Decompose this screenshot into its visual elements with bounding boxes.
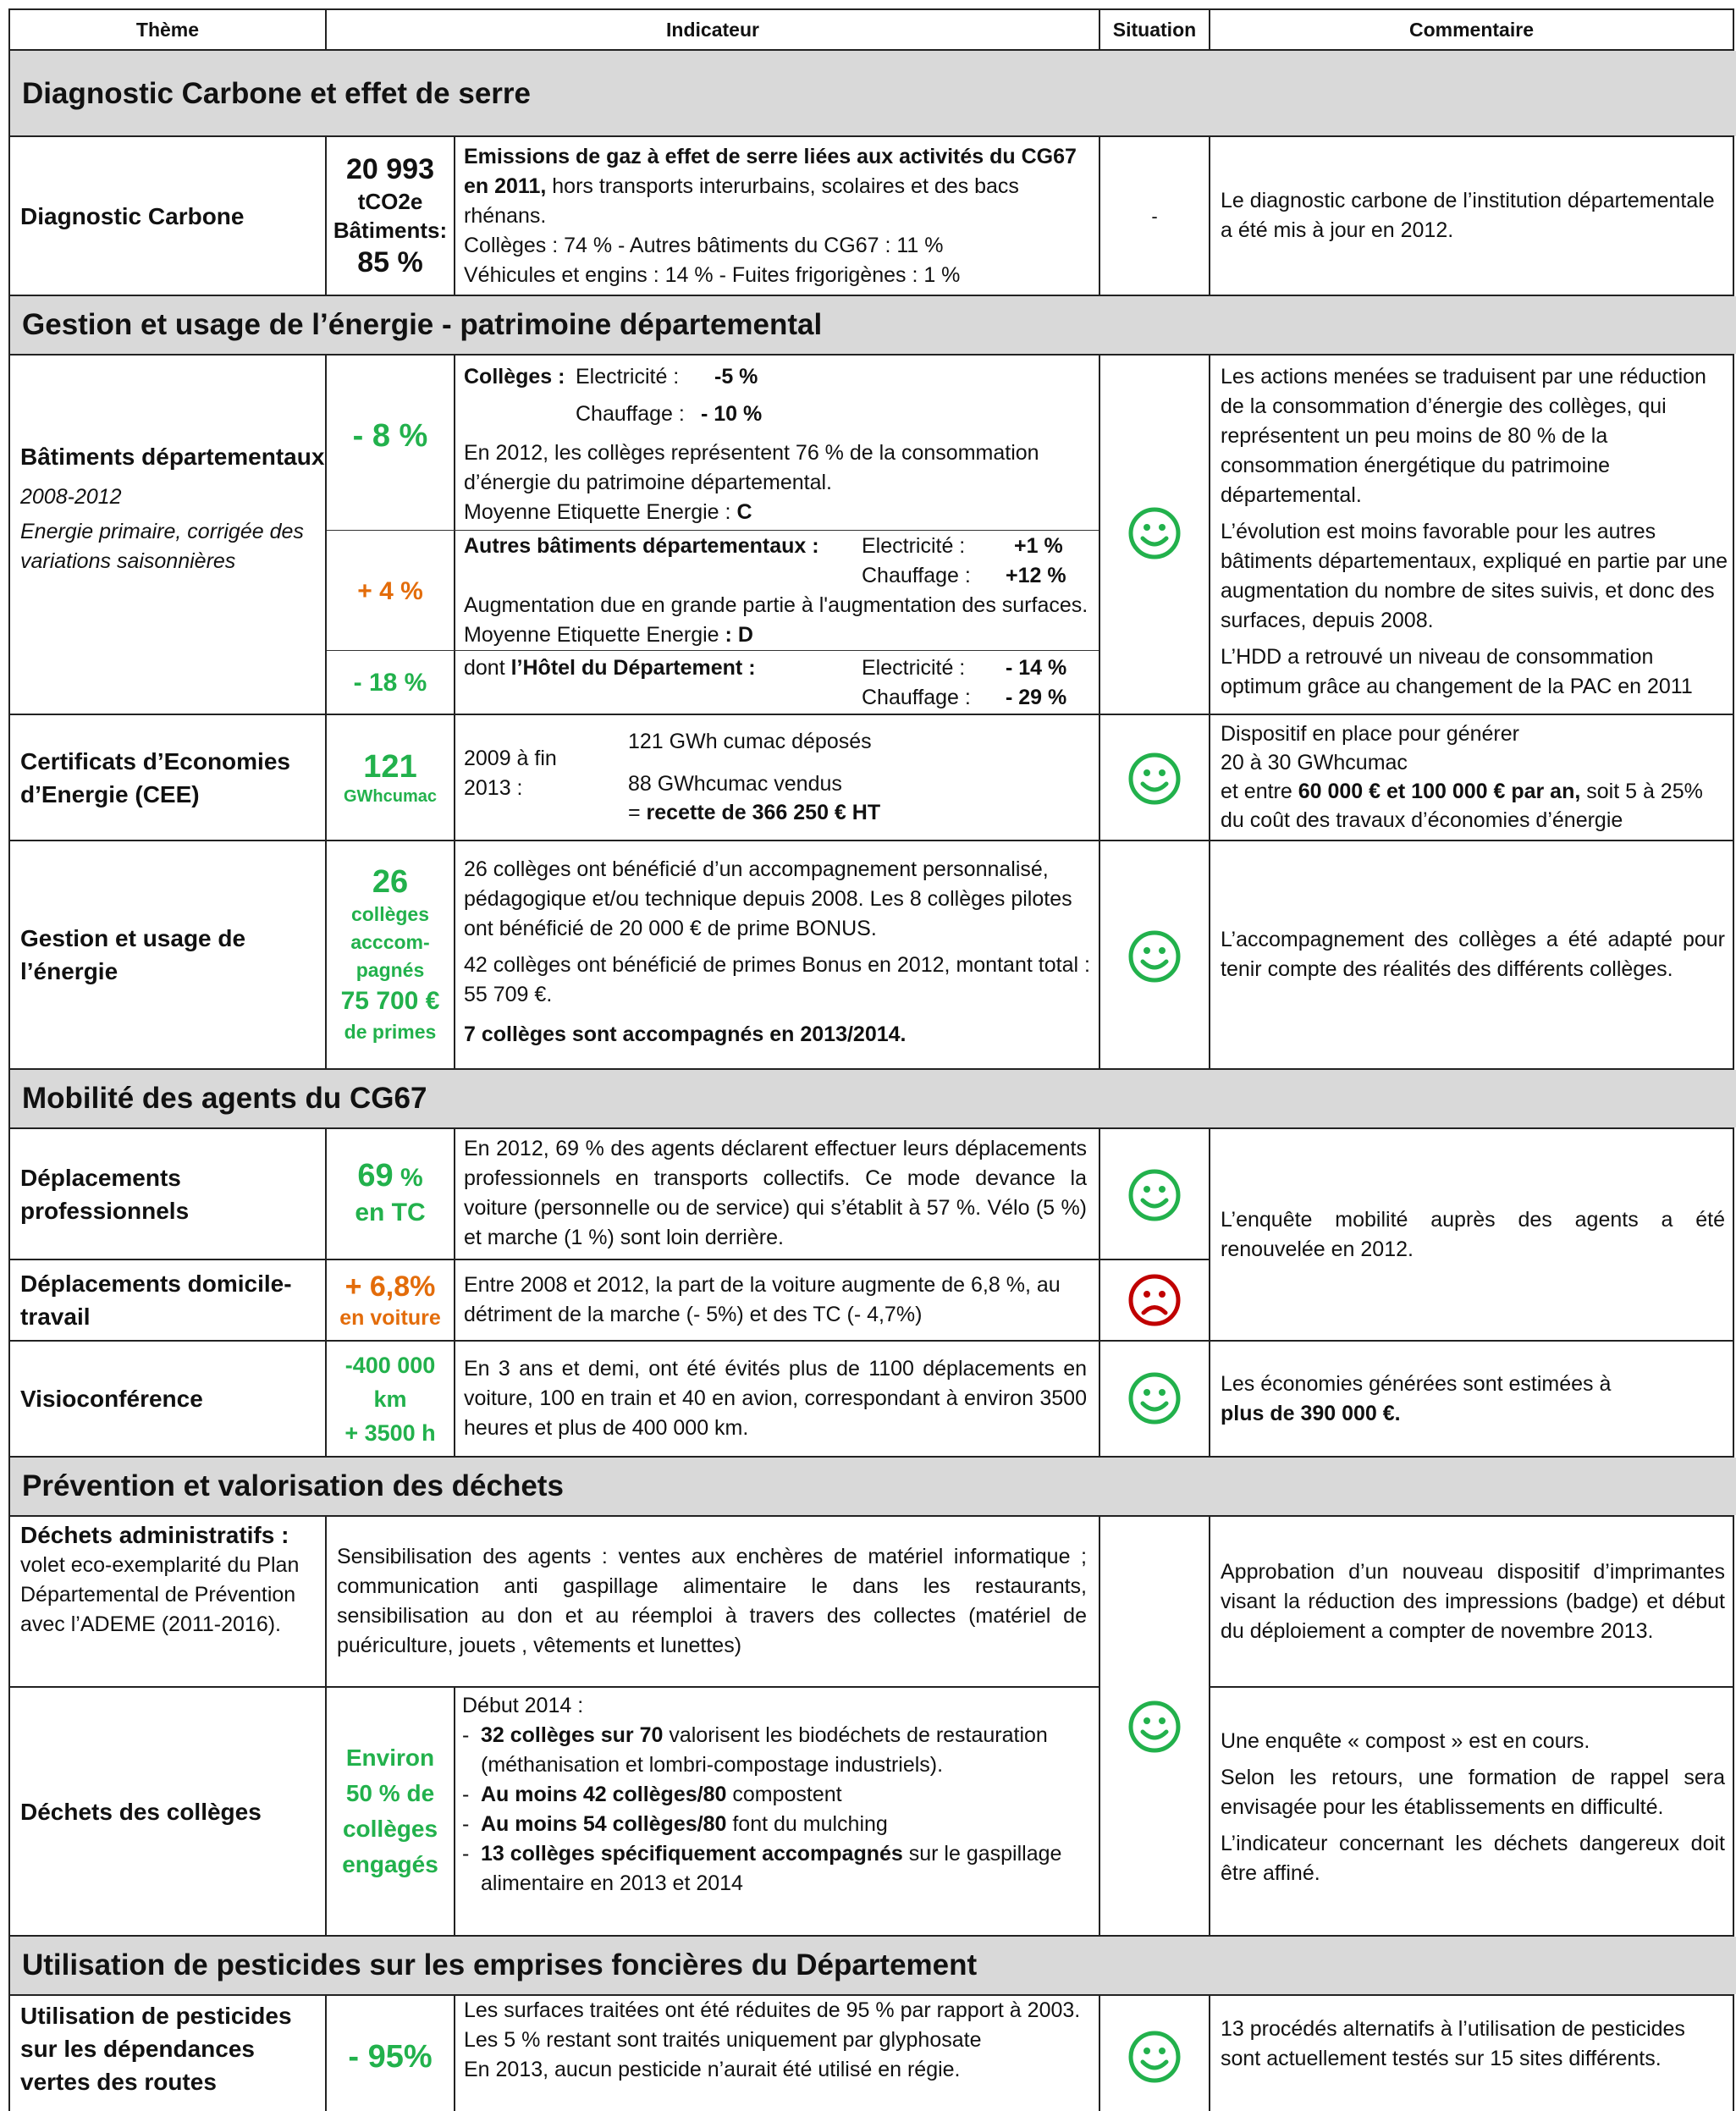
header-theme: Thème <box>135 19 200 41</box>
value-pesticides: - 95% <box>348 2039 433 2075</box>
indicator-colleges: Collèges : Electricité : -5 % Chauffage : - 10 % En 2012, les collèges représentent 76 % de la consommation d’énergie du patrimoine départemental. Moyenne Etiquette Energie : C <box>464 365 1039 524</box>
header-commentaire: Commentaire <box>1409 19 1534 41</box>
theme-pesticides: Utilisation de pesticides sur les dépendances vertes des routes <box>20 2003 292 2095</box>
grid-line <box>8 354 1734 356</box>
indicator-cee: 2009 à fin 2013 : 121 GWh cumac déposés 88 GWhcumac vendus = recette de 366 250 € HT <box>464 730 881 824</box>
indicator-visioconference: En 3 ans et demi, ont été évités plus de 1100 déplacements en voiture, 100 en train et 40 en avion, correspondant à environ 3500 heures et plus de 400 000 km. <box>464 1357 1087 1440</box>
value-cee: 121 GWhcumac <box>343 748 438 806</box>
section-header <box>10 1070 1736 1127</box>
comment-dechets-colleges: Une enquête « compost » est en cours. Selon les retours, une formation de rappel sera envisagée pour les établissements en difficulté. L’indicateur concernant les déchets dangereux doit être affiné. <box>1221 1729 1725 1885</box>
section-title: Mobilité des agents du CG67 <box>22 1082 427 1115</box>
indicator-deplacements-pro: En 2012, 69 % des agents déclarent effectuer leurs déplacements professionnels en transports collectifs. Ce mode devance la voiture (personnelle ou de service) qui s’établit à 57 %. Vélo (5 %) et marche (1 %) sont loin derrière. <box>464 1137 1087 1249</box>
grid-line <box>327 650 1099 651</box>
smiley-sad-icon <box>1100 1266 1209 1334</box>
theme-diagnostic-carbone: Diagnostic Carbone <box>20 202 245 229</box>
smiley-happy-icon <box>1100 504 1209 563</box>
indicator-carbone: Emissions de gaz à effet de serre liées aux activités du CG67 en 2011, hors transports interurbains, scolaires et des bacs rhénans. Collèges : 74 % - Autres bâtiments du CG67 : 11 % Véhicules et engins : 14 % - Fuites frigorigènes : 1 % <box>464 145 1077 287</box>
value-visioconference: -400 000 km + 3500 h <box>344 1352 436 1446</box>
indicator-dechets-administratifs: Sensibilisation des agents : ventes aux enchères de matériel informatique ; communication anti gaspillage alimentaire le dans les restaurants, sensibilisation au don et au réemploi à travers des collectes (matériel de puériculture, jouets , vêtements et lunettes) <box>337 1545 1087 1657</box>
grid-line <box>454 354 455 715</box>
comment-carbone: Le diagnostic carbone de l’institution départementale a été mis à jour en 2012. <box>1221 189 1715 242</box>
value-deplacements-pro: 69 % en TC <box>355 1157 426 1226</box>
theme-visioconference: Visioconférence <box>20 1386 203 1412</box>
grid-line <box>1209 1686 1734 1688</box>
grid-line <box>1209 1127 1210 1458</box>
header-situation: Situation <box>1112 19 1197 41</box>
smiley-happy-icon <box>1100 1364 1209 1432</box>
section-header <box>10 1937 1736 1994</box>
grid-line <box>454 840 455 1070</box>
comment-cee: Dispositif en place pour générer 20 à 30 GWhcumac et entre 60 000 € et 100 000 € par an, soit 5 à 25% du coût des travaux d’économies d’énergie <box>1221 722 1703 832</box>
value-gestion: 26 collèges acccom- pagnés 75 700 € de primes <box>340 864 440 1043</box>
smiley-happy-icon <box>1100 745 1209 813</box>
theme-dechets-colleges: Déchets des collèges <box>20 1798 262 1825</box>
grid-line <box>1209 354 1210 715</box>
value-colleges: - 8 % <box>352 418 428 454</box>
indicator-hotel-departement: dont l’Hôtel du Département : Electricité : - 14 % Chauffage : - 29 % <box>464 656 1067 709</box>
indicator-pesticides: Les surfaces traitées ont été réduites de 95 % par rapport à 2003. Les 5 % restant sont traités uniquement par glyphosate En 2013, aucun pesticide n’aurait été utilisé en régie. <box>464 1998 1081 2081</box>
theme-deplacements-pro: Déplacements professionnels <box>20 1164 190 1224</box>
grid-line <box>327 530 1099 531</box>
grid-line <box>1209 840 1210 1070</box>
theme-batiments: Bâtiments départementaux 2008-2012 Energie primaire, corrigée des variations saisonnières <box>20 444 325 573</box>
smiley-happy-icon <box>1100 923 1209 990</box>
comment-pesticides: 13 procédés alternatifs à l’utilisation de pesticides sont actuellement testés sur 15 sites différents. <box>1221 2017 1685 2070</box>
indicator-gestion: 26 collèges ont bénéficié d’un accompagnement personnalisé, pédagogique et/ou technique depuis 2008. Les 8 collèges pilotes ont bénéficié de 20 000 € de prime BONUS. 42 collèges ont bénéficié de primes Bonus en 2012, montant total : 55 709 €. 7 collèges sont accompagnés en 2013/2014. <box>464 857 1090 1046</box>
grid-line <box>454 1688 455 1937</box>
section-title: Prévention et valorisation des déchets <box>22 1469 564 1502</box>
smiley-happy-icon <box>1100 2023 1209 2091</box>
value-dechets-colleges: Environ 50 % de collèges engagés <box>342 1744 438 1877</box>
section-title: Utilisation de pesticides sur les emprises foncières du Département <box>22 1948 978 1981</box>
theme-gestion-energie: Gestion et usage de l’énergie <box>20 925 246 984</box>
theme-dechets-administratifs: Déchets administratifs : volet eco-exemplarité du Plan Départemental de Prévention avec l’ADEME (2011-2016). <box>20 1522 300 1636</box>
grid-line <box>1209 714 1210 841</box>
comment-batiments: Les actions menées se traduisent par une réduction de la consommation d’énergie des collèges, qui représentent un peu moins de 80 % de la consommation énergétique du patrimoine départemental. L’évolution est moins favorable pour les autres bâtiments départementaux, expliqué en partie par une augmentation du nombre de sites suivis, et donc des surfaces, depuis 2008. L’HDD a retrouvé un niveau de consommation optimum grâce au changement de la PAC en 2011 <box>1221 365 1728 698</box>
situation-carbone: - <box>1151 205 1158 227</box>
comment-dechets-administratifs: Approbation d’un nouveau dispositif d’imprimantes visant la réduction des impressions (badge) et début du déploiement a compter de novembre 2013. <box>1221 1559 1725 1643</box>
grid-line <box>454 1127 455 1458</box>
value-carbone: 20 993 tCO2e Bâtiments: 85 % <box>333 153 448 278</box>
header-indicateur: Indicateur <box>666 19 759 41</box>
section-header <box>10 296 1736 354</box>
smiley-happy-icon <box>1100 1693 1209 1761</box>
theme-cee: Certificats d’Economies d’Energie (CEE) <box>20 747 290 807</box>
grid-line <box>454 714 455 841</box>
section-header <box>10 51 1736 136</box>
theme-deplacements-domicile: Déplacements domicile-travail <box>20 1270 292 1330</box>
grid-line <box>454 135 455 296</box>
value-deplacements-domicile: + 6,8% en voiture <box>339 1270 441 1330</box>
grid-line <box>1209 135 1210 296</box>
indicator-autres-batiments: Autres bâtiments départementaux : Electricité : +1 % Chauffage : +12 % Augmentation due en grande partie à l'augmentation des surfaces. Moyenne Etiquette Energie : D <box>464 534 1088 647</box>
comment-visioconference: Les économies générées sont estimées à plus de 390 000 €. <box>1221 1371 1612 1425</box>
grid-line <box>1209 1515 1210 1937</box>
comment-mobilite: L’enquête mobilité auprès des agents a été renouvelée en 2012. <box>1221 1207 1725 1261</box>
section-title: Diagnostic Carbone et effet de serre <box>22 76 531 110</box>
comment-gestion: L’accompagnement des collèges a été adapté pour tenir compte des réalités des différents collèges. <box>1221 928 1725 981</box>
section-header <box>10 1458 1736 1515</box>
grid-line <box>1209 1994 1210 2111</box>
indicator-dechets-colleges: Début 2014 : - 32 collèges sur 70 valorisent les biodéchets de restauration (méthanisation et lombri-compostage industriels). - Au moins 42 collèges/80 compostent - Au moins 54 collèges/80 font du mulching - 13 collèges spécifiquement accompagnés sur le gaspillage alimentaire en 2013 et 2014 <box>462 1694 1062 1895</box>
section-title: Gestion et usage de l’énergie - patrimoine départemental <box>22 308 823 341</box>
value-hotel-departement: - 18 % <box>353 669 427 697</box>
value-autres-batiments: + 4 % <box>357 576 423 605</box>
grid-line <box>454 1994 455 2111</box>
smiley-happy-icon <box>1100 1161 1209 1229</box>
indicator-deplacements-domicile: Entre 2008 et 2012, la part de la voiture augmente de 6,8 %, au détriment de la marche (- 5%) et des TC (- 4,7%) <box>464 1273 1061 1326</box>
